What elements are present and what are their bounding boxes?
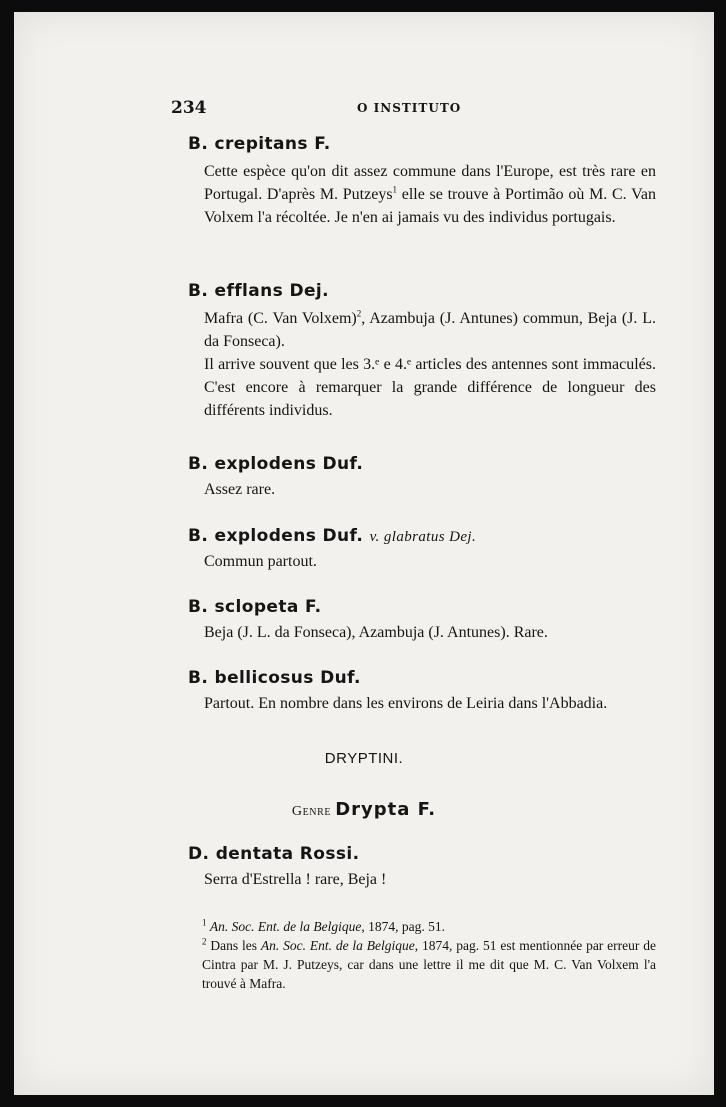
species-heading-efflans: B. efflans Dej. [188,281,330,301]
species-text-efflans [186,307,656,422]
species-heading-bellicosus: B. bellicosus Duf. [188,668,361,688]
genus-heading [14,799,714,820]
variety-name: v. glabratus Dej. [369,529,477,545]
species-text-explodens: Assez rare. [204,481,276,498]
genus-prefix: Genre [291,804,332,819]
efflans-text-part2: , Azambuja (J. Antunes) commun, Beja (J. L. da Fonseca). [204,310,657,350]
species-heading-crepitans: B. crepitans F. [188,134,331,154]
species-text-dentata: Serra d'Estrella ! rare, Beja ! [204,871,387,888]
footnote-2: $^2$ Dans les An. Soc. Ent. de la Belgique, 1874, pag. 51 est mentionnée par erreur de Cintra par M. J. Putzeys, car dans une lettre il me dit que M. C. Van Volxem l'a trouvé à Mafra. [202,936,657,991]
species-heading-explodens: B. explodens Duf. [188,454,364,474]
efflans-remark: Il arrive souvent que les 3.ᵉ e 4.ᵉ articles des antennes sont immaculés. C'est encore à remarquer la grande différence de longueur des différents individus. [204,356,656,419]
species-heading-explodens-glabratus: B. explodens Duf. v. glabratus Dej. [188,526,477,546]
species-heading-sclopeta: B. sclopeta F. [188,597,322,617]
footnote-ref-1[interactable]: 1 [392,184,398,195]
crepitans-text-part2: elle se trouve à Portimão où M. C. Van Volxem l'a récoltée. Je n'en ai jamais vu des individus portugais. [204,186,656,226]
species-heading-dentata: D. dentata Rossi. [188,844,360,864]
efflans-text-part1: Mafra (C. Van Volxem) [204,310,357,327]
tribe-heading: DRYPTINI. [324,750,404,767]
species-text-bellicosus: Partout. En nombre dans les environs de Leiria dans l'Abbadia. [204,695,608,712]
page-number: 234 [171,98,207,118]
running-title: O INSTITUTO [357,101,462,115]
crepitans-text-part1: Cette espèce qu'on dit assez commune dans l'Europe, est très rare en Portugal. D'après M. Putzeys [204,163,656,203]
footnote-ref-2[interactable]: 2 [356,308,362,319]
species-text-sclopeta: Beja (J. L. da Fonseca), Azambuja (J. Antunes). Rare. [204,624,548,641]
footnote-1: $^1$ An. Soc. Ent. de la Belgique, 1874, pag. 51. [202,917,445,934]
species-text-crepitans [186,160,656,229]
footnotes [186,917,656,993]
document-page [14,12,714,1095]
species-text-explodens-glabratus: Commun partout. [204,553,317,570]
genus-name: Drypta F. [335,799,437,820]
